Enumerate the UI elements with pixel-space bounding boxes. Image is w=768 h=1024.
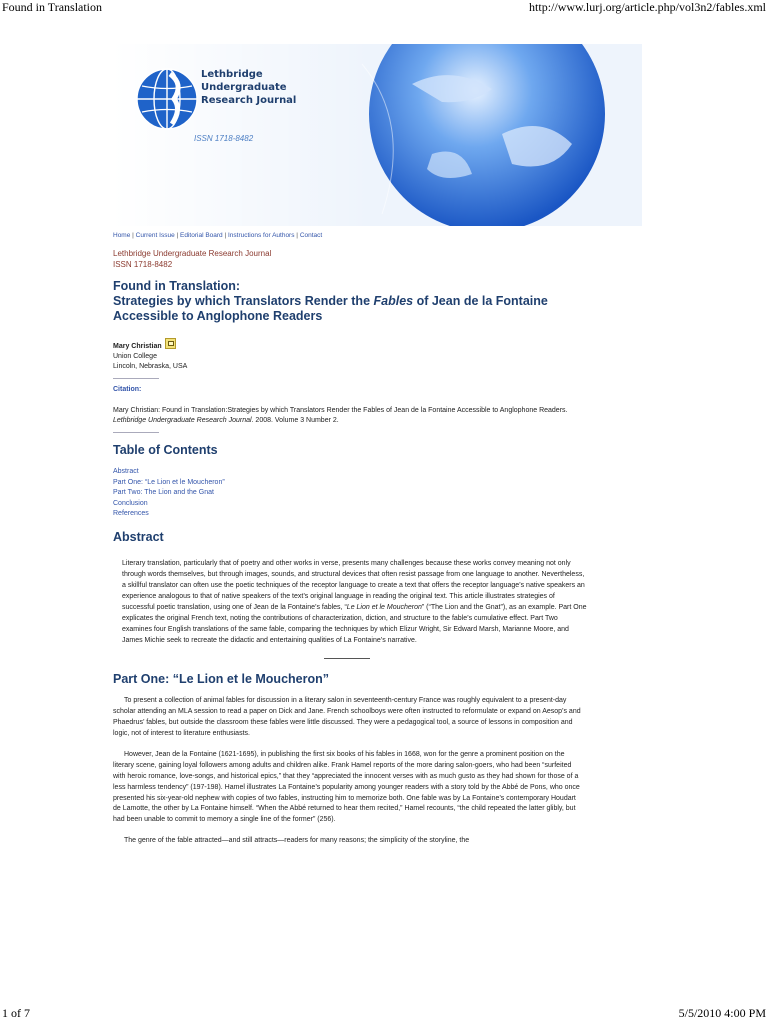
table-of-contents xyxy=(113,467,593,520)
author-block xyxy=(113,338,593,372)
nav-separator: | xyxy=(176,232,179,239)
author-name: Mary Christian xyxy=(113,343,162,350)
journal-banner xyxy=(112,44,642,226)
title-line-1: Found in Translation: xyxy=(113,279,241,293)
logo-line-1: Lethbridge xyxy=(201,69,263,80)
body-paragraph: However, Jean de la Fontaine (1621-1695), in publishing the first six books of his fables in 1668, won for the genre a prominent position on the literary scene, gaining loyal followers among adults and children alike. Frank Hamel reports of the more daring salon-goers, who had been “surfeited with heroic romance, love-songs, and historical epics,” that they “appreciated the innocent verses with as much gusto as they had shown for those of a less harmless tendency” (197-198). Hamel illustrates La Fontaine’s popularity among younger readers with a story told by the Abbé de Pons, who once presented his six-year-old nephew with copies of two fables, instructing him to memorize both. One fable was by La Fontaine’s contemporary Houdart de Lamotte, the other by La Fontaine himself. “When the Abbé returned to hear them recited,” Hamel recounts, “the child repeated the latter glibly, but had been unable to commit to memory a single line of the former” (256). xyxy=(113,750,580,824)
abstract-text xyxy=(122,558,588,647)
abstract-fable-title-emphasis: Le Lion et le Moucheron xyxy=(346,603,422,611)
author-affiliation: Union College xyxy=(113,353,157,360)
logo-globe-icon xyxy=(137,69,197,129)
title-line-2 xyxy=(113,294,593,309)
print-datetime: 5/5/2010 4:00 PM xyxy=(678,1006,766,1020)
print-header-title: Found in Translation xyxy=(2,0,103,14)
nav-contact[interactable]: Contact xyxy=(299,232,323,239)
citation-text-start: Mary Christian: Found in Translation:Strategies by which Translators Render the Fables of Jean de la Fontaine Accessible to Anglophone Readers. xyxy=(113,407,568,414)
nav-current-issue[interactable]: Current Issue xyxy=(135,232,175,239)
journal-name: Lethbridge Undergraduate Research Journal xyxy=(113,249,272,258)
citation-label: Citation: xyxy=(113,386,142,393)
logo-line-3: Research Journal xyxy=(201,95,297,106)
center-divider xyxy=(324,658,370,659)
toc-link-references[interactable]: References xyxy=(113,510,149,517)
section-divider xyxy=(113,432,159,433)
globe-graphic xyxy=(112,44,642,226)
title-line-2-start: Strategies by which Translators Render the xyxy=(113,294,374,308)
title-line-3: Accessible to Anglophone Readers xyxy=(113,309,323,323)
body-paragraph: To present a collection of animal fables for discussion in a literary salon in seventeenth-century France was roughly equivalent to a present-day scholar attending an MLA session to read a paper on Dick and Jane. French schoolboys were often instructed to reformulate or expand on Aesop’s and Phaedrus’ fables, but outside the classroom these fables were little discussed. They were a pedagogical tool, a source of lessons in composition and logic, not of interest to literature enthusiasts. xyxy=(113,697,581,737)
print-footer xyxy=(0,1006,768,1022)
print-header-url[interactable]: http://www.lurj.org/article.php/vol3n2/fables.xml xyxy=(529,0,766,14)
abstract-text-end: ” (“The Lion and the Gnat”), as an example. Part One explicates the original French text, noting the contributions of characterization, diction, and structure to the fable’s cumulative effect. Part Two examines four English translations of the same fable, comparing the techniques by which Elizur Wright, Sir Edward Marsh, Marianne Moore, and James Michie seek to recreate the didactic and entertaining qualities of La Fontaine’s narrative. xyxy=(122,603,587,645)
site-nav xyxy=(113,232,593,239)
title-fables-emphasis: Fables xyxy=(373,294,414,308)
print-header xyxy=(0,0,768,16)
nav-instructions-for-authors[interactable]: Instructions for Authors xyxy=(228,232,295,239)
nav-separator: | xyxy=(296,232,298,239)
abstract-text-start: Literary translation, particularly that of poetry and other works in verse, presents many challenges because these works convey meaning not only through words themselves, but through images, sounds, and structural devices that often resist passage from one language to another. Nevertheless, a skillful translator can often use the poetic techniques of the receptor language to create a text that offers the receptor language’s native speakers an experience analogous to that of native speakers of the text’s original language in reading the original text. This article illustrates strategies of successful poetic translation, using one of Jean de la Fontaine’s fables, “ xyxy=(122,559,585,611)
journal-issn: ISSN 1718-8482 xyxy=(113,260,173,269)
toc-link-part-two[interactable]: Part Two: The Lion and the Gnat xyxy=(113,489,214,496)
part-one-heading: Part One: “Le Lion et le Moucheron” xyxy=(113,672,329,687)
toc-link-conclusion[interactable]: Conclusion xyxy=(113,499,148,507)
title-line-2-end: of Jean de la Fontaine xyxy=(413,294,548,308)
logo-wordmark xyxy=(201,68,296,107)
toc-link-part-one[interactable]: Part One: “Le Lion et le Moucheron” xyxy=(113,478,225,486)
page-counter: 1 of 7 xyxy=(2,1006,30,1020)
toc-link-abstract[interactable]: Abstract xyxy=(113,468,139,475)
citation-text-end: . 2008. Volume 3 Number 2. xyxy=(251,417,339,424)
abstract-heading: Abstract xyxy=(113,529,164,544)
citation-text xyxy=(113,406,593,426)
nav-separator: | xyxy=(132,232,134,239)
nav-home[interactable]: Home xyxy=(113,232,131,239)
article-title xyxy=(113,279,593,324)
body-paragraph: The genre of the fable attracted—and still attracts—readers for many reasons; the simplicity of the storyline, the xyxy=(124,837,470,845)
banner-issn: ISSN 1718-8482 xyxy=(194,134,254,143)
contact-card-icon[interactable] xyxy=(165,338,176,349)
article-content xyxy=(113,232,593,847)
author-location: Lincoln, Nebraska, USA xyxy=(113,363,188,370)
journal-info xyxy=(113,248,593,270)
nav-separator: | xyxy=(224,232,227,239)
section-divider xyxy=(113,378,159,379)
citation-journal-emphasis: Lethbridge Undergraduate Research Journal xyxy=(113,417,252,424)
toc-heading: Table of Contents xyxy=(113,443,218,457)
nav-editorial-board[interactable]: Editorial Board xyxy=(180,232,223,239)
logo-line-2: Undergraduate xyxy=(201,82,287,93)
